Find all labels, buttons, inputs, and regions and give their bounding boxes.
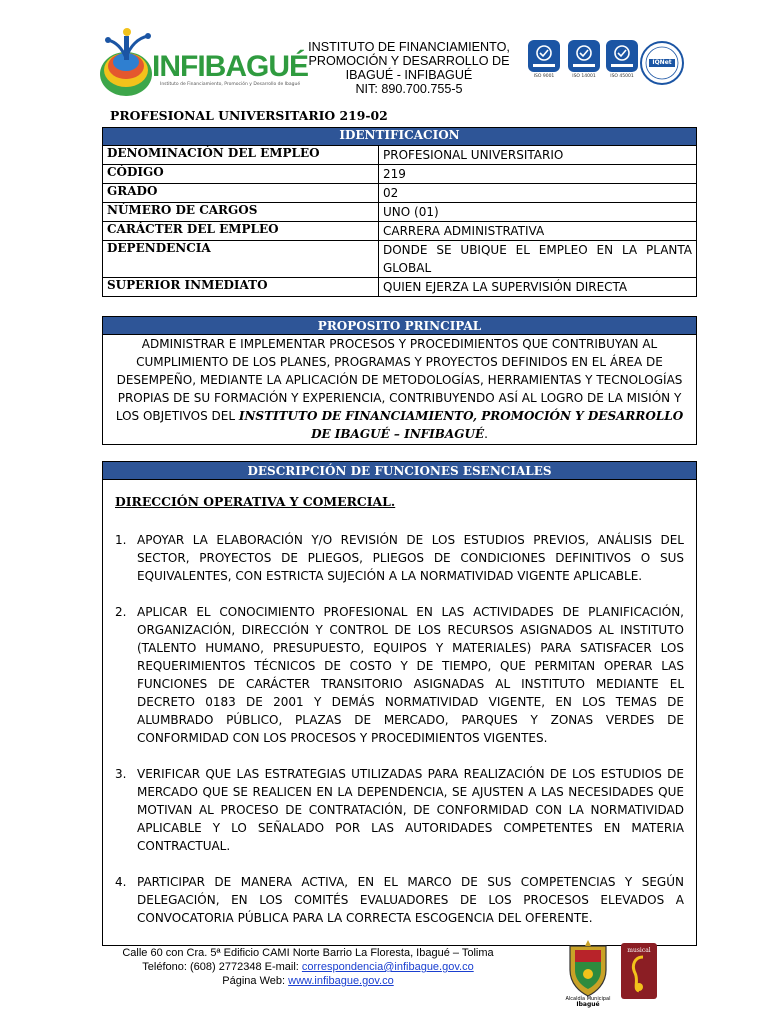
- table-row: [103, 165, 697, 184]
- item-text: APLICAR EL CONOCIMIENTO PROFESIONAL EN LAS ACTIVIDADES DE PLANIFICACIÓN, ORGANIZACIÓN, DIRECCIÓN Y CONTROL DE LOS RECURSOS ASIGNADOS AL INSTITUTO (TALENTO HUMANO, PRESUPUESTO, EQUIPOS Y MATERIALES) PARA SATISFACER LOS REQUERIMIENTOS TÉCNICOS DE COSTO Y DE TIEMPO, QUE PERMITAN OPERAR LAS FUNCIONES DE CARÁCTER TRANSITORIO ASIGNADAS AL INSTITUTO MEDIANTE EL DECRETO 0183 DE 2001 Y DEMÁS NORMATIVIDAD VIGENTE, EN LOS TEMAS DE ALUMBRADO PÚBLICO, PLAZAS DE MERCADO, PARQUES Y ZONAS VERDES DE CONFORMIDAD CON LOS PROCESOS Y PROCEDIMIENTOS VIGENTES.: [137, 605, 684, 745]
- list-item: [115, 531, 684, 585]
- table-row: [103, 146, 697, 165]
- functions-list: [115, 531, 684, 927]
- document-header: [88, 16, 698, 102]
- icontec-icon: [606, 40, 638, 72]
- row-label: NÚMERO DE CARGOS: [103, 203, 379, 222]
- certification-badge: [524, 40, 564, 79]
- icontec-icon: [568, 40, 600, 72]
- certification-badge: [602, 40, 642, 79]
- document-footer: [104, 946, 512, 988]
- purpose-heading: PROPOSITO PRINCIPAL: [103, 317, 697, 335]
- svg-text:musical: musical: [627, 947, 651, 954]
- functions-heading: DESCRIPCIÓN DE FUNCIONES ESENCIALES: [103, 462, 697, 480]
- icontec-icon: [528, 40, 560, 72]
- list-item: [115, 873, 684, 927]
- footer-contact: [104, 960, 512, 974]
- row-value: QUIEN EJERZA LA SUPERVISIÓN DIRECTA: [379, 278, 697, 297]
- item-number: 1.: [115, 533, 127, 547]
- item-number: 3.: [115, 767, 127, 781]
- purpose-end: .: [484, 427, 488, 441]
- seal-caption: [555, 996, 621, 1008]
- list-item: [115, 603, 684, 747]
- row-value: UNO (01): [379, 203, 697, 222]
- purpose-emphasis: INSTITUTO DE FINANCIAMIENTO, PROMOCIÓN Y DESARROLLO DE IBAGUÉ – INFIBAGUÉ: [238, 409, 684, 441]
- email-link[interactable]: correspondencia@infibague.gov.co: [301, 961, 474, 973]
- identification-heading: IDENTIFICACION: [103, 128, 697, 146]
- footer-web-label: Página Web:: [222, 975, 289, 987]
- item-text: APOYAR LA ELABORACIÓN Y/O REVISIÓN DE LOS ESTUDIOS PREVIOS, ANÁLISIS DEL SECTOR, PROYECTOS DE PLIEGOS, PLIEGOS DE CONDICIONES DEFINITIVOS O SUS EQUIVALENTES, CON ESTRICTA SUJECIÓN A LA NORMATIVIDAD VIGENTE APLICABLE.: [137, 533, 684, 583]
- table-row: [103, 222, 697, 241]
- seal-caption-line: Alcaldía Municipal: [565, 996, 611, 1002]
- website-link[interactable]: www.infibague.gov.co: [288, 975, 394, 987]
- item-text: VERIFICAR QUE LAS ESTRATEGIAS UTILIZADAS PARA REALIZACIÓN DE LOS ESTUDIOS DE MERCADO QUE SE REALICEN EN LA DEPENDENCIA, SE AJUSTEN A LAS NECESIDADES QUE MOTIVAN AL PROCESO DE CONTRATACIÓN, DE CONFORMIDAD CON LA NORMATIVIDAD APLICABLE Y LO SEÑALADO POR LAS AUTORIDADES COMPETENTES EN MATERIA CONTRACTUAL.: [137, 767, 684, 853]
- infibague-logo: [94, 22, 308, 100]
- certification-label: IQNet: [652, 59, 672, 66]
- row-label: CÓDIGO: [103, 165, 379, 184]
- iqnet-icon: [639, 40, 685, 86]
- table-row: [103, 278, 697, 297]
- certification-label: ISO 14001: [572, 74, 596, 79]
- functions-table: [102, 461, 697, 946]
- table-row: [103, 241, 697, 278]
- table-row: [103, 184, 697, 203]
- item-number: 2.: [115, 605, 127, 619]
- footer-web: [104, 974, 512, 988]
- musical-logo-icon: [621, 943, 657, 999]
- footer-address: Calle 60 con Cra. 5ª Edificio CAMI Norte Barrio La Floresta, Ibagué – Tolima: [122, 947, 494, 959]
- row-label: GRADO: [103, 184, 379, 203]
- row-value: 219: [379, 165, 697, 184]
- list-item: [115, 765, 684, 855]
- identification-table: [102, 127, 697, 297]
- row-label: DENOMINACIÓN DEL EMPLEO: [103, 146, 379, 165]
- row-value: 02: [379, 184, 697, 203]
- footer-phone: Teléfono: (608) 2772348 E-mail:: [142, 961, 302, 973]
- item-number: 4.: [115, 875, 127, 889]
- certification-label: ISO 45001: [610, 74, 634, 79]
- purpose-text: [103, 335, 697, 445]
- logo-wordmark: INFIBAGUÉ: [152, 50, 308, 83]
- purpose-body: ADMINISTRAR E IMPLEMENTAR PROCESOS Y PROCEDIMIENTOS QUE CONTRIBUYAN AL CUMPLIMIENTO DE LOS PLANES, PROGRAMAS Y PROYECTOS DEFINIDOS EN EL ÁREA DE DESEMPEÑO, MEDIANTE LA APLICACIÓN DE METODOLOGÍAS, HERRAMIENTAS Y TECNOLOGÍAS PROPIAS DE SU FORMACIÓN Y EXPERIENCIA, CONTRIBUYENDO ASÍ AL LOGRO DE LA MISIÓN Y LOS OBJETIVOS DEL: [115, 337, 683, 423]
- functions-body: [103, 480, 697, 946]
- item-text: PARTICIPAR DE MANERA ACTIVA, EN EL MARCO DE SUS COMPETENCIAS Y SEGÚN DELEGACIÓN, EN LOS COMITÉS EVALUADORES DE LOS PROCESOS ELEVADOS A CONVOCATORIA PÚBLICA PARA LA CORRECTA ESCOGENCIA DEL OFERENTE.: [137, 875, 684, 925]
- purpose-table: [102, 316, 697, 445]
- seal-city: Ibagué: [576, 1001, 600, 1008]
- logo-subtitle: Instituto de Financiamiento, Promoción y Desarrollo de Ibagué: [160, 82, 301, 87]
- row-label: DEPENDENCIA: [103, 241, 379, 278]
- row-value: CARRERA ADMINISTRATIVA: [379, 222, 697, 241]
- row-value: PROFESIONAL UNIVERSITARIO: [379, 146, 697, 165]
- ibague-shield-icon: [566, 940, 610, 998]
- row-label: SUPERIOR INMEDIATO: [103, 278, 379, 297]
- row-value: DONDE SE UBIQUE EL EMPLEO EN LA PLANTA GLOBAL: [379, 241, 697, 278]
- table-row: [103, 203, 697, 222]
- section-title: DIRECCIÓN OPERATIVA Y COMERCIAL.: [115, 494, 396, 509]
- certification-label: ISO 9001: [533, 74, 555, 79]
- certification-badge: [564, 40, 604, 79]
- job-title: PROFESIONAL UNIVERSITARIO 219-02: [110, 108, 388, 123]
- row-label: CARÁCTER DEL EMPLEO: [103, 222, 379, 241]
- institution-name: INSTITUTO DE FINANCIAMIENTO, PROMOCIÓN Y DESARROLLO DE IBAGUÉ - INFIBAGUÉ NIT: 890.700.755-5: [308, 40, 510, 96]
